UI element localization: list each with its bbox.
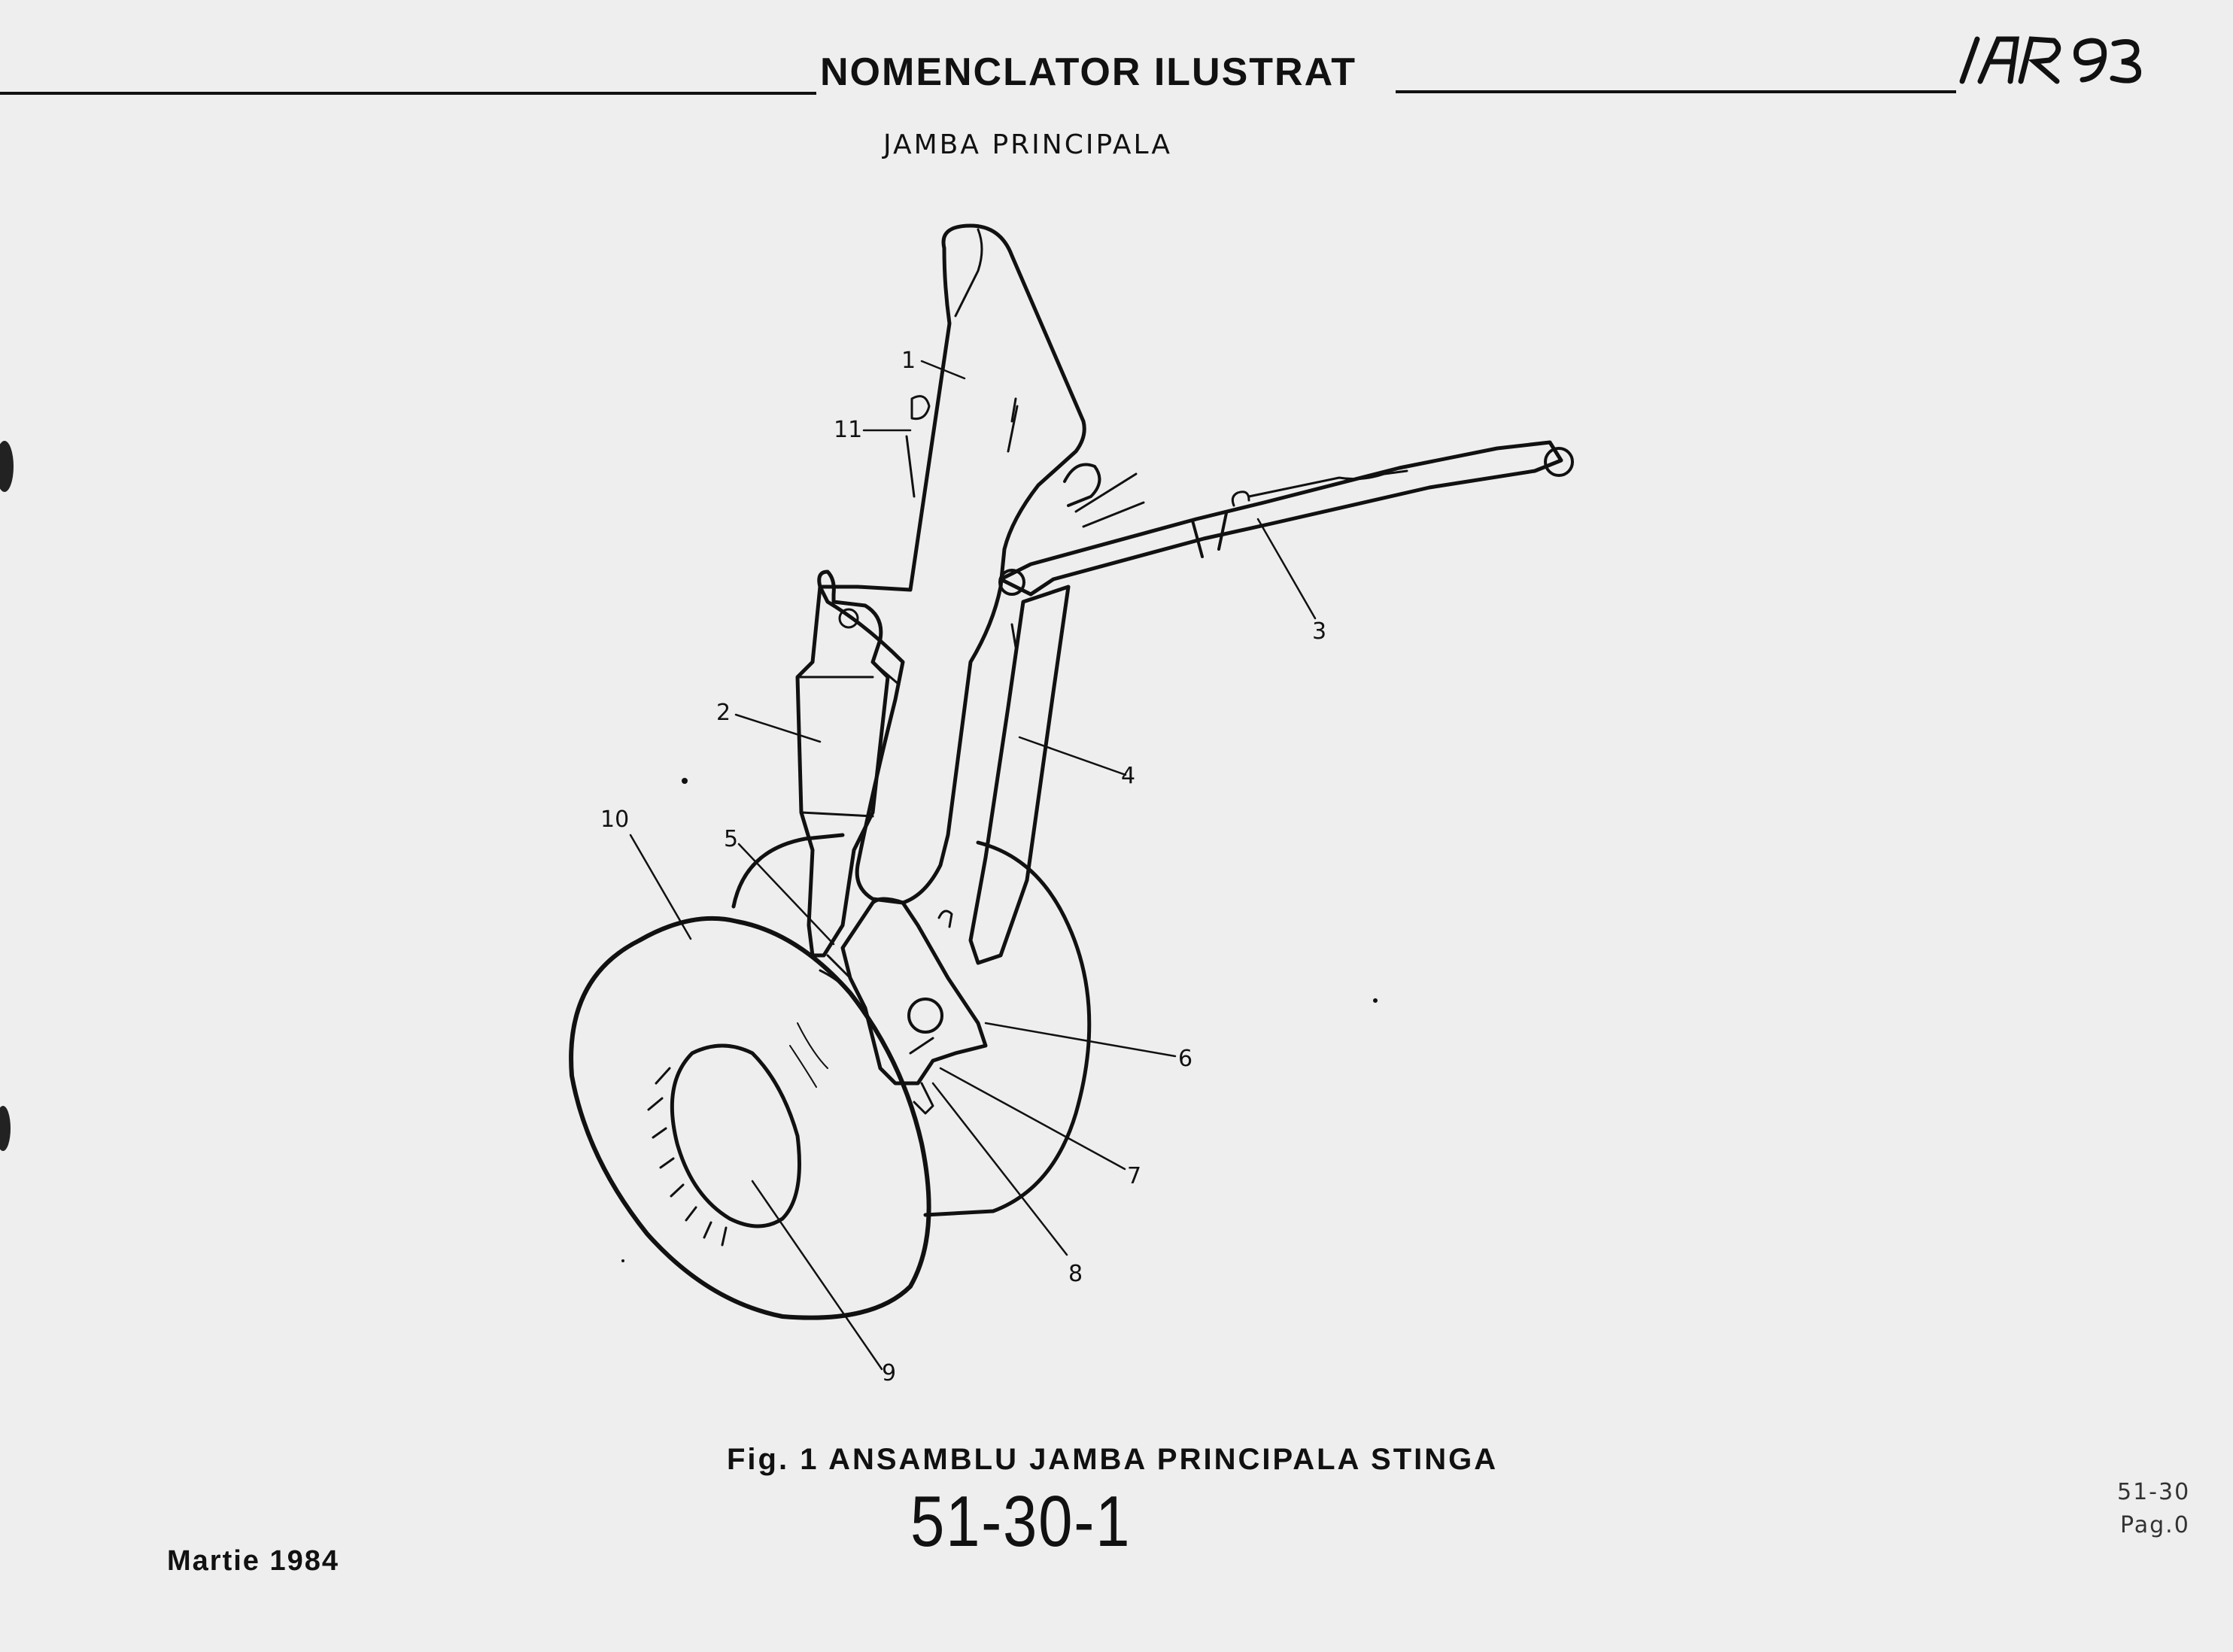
leader-4 [1019, 737, 1126, 775]
callout-1: 1 [901, 348, 916, 374]
footer-page: Pag.0 [2120, 1512, 2190, 1538]
landing-gear-illustration [571, 226, 1572, 1369]
figure-number: 51-30-1 [910, 1481, 1132, 1562]
axle-assembly [843, 899, 986, 1083]
callout-4: 4 [1121, 763, 1136, 789]
binder-hole-bottom [0, 1106, 11, 1151]
callout-9: 9 [882, 1360, 897, 1386]
figure-caption: Fig. 1 ANSAMBLU JAMBA PRINCIPALA STINGA [727, 1443, 1499, 1476]
main-tire [571, 919, 929, 1318]
leader-10 [630, 835, 691, 939]
axle-hub [909, 999, 942, 1032]
callout-8: 8 [1068, 1261, 1083, 1287]
leader-5 [739, 844, 834, 944]
leader-2 [736, 715, 820, 742]
callout-5: 5 [724, 826, 739, 852]
leader-3 [1258, 519, 1315, 618]
callout-11: 11 [834, 417, 863, 443]
wheel-rim [672, 1046, 799, 1226]
iar-93-logo [1962, 39, 2139, 81]
binder-hole-top [0, 441, 14, 492]
leader-9 [752, 1181, 882, 1369]
callout-7: 7 [1127, 1163, 1142, 1189]
header-title: NOMENCLATOR ILUSTRAT [820, 50, 1357, 94]
callout-3: 3 [1312, 618, 1327, 645]
footer-date: Martie 1984 [167, 1545, 340, 1577]
callout-2: 2 [716, 700, 731, 726]
callout-10: 10 [600, 806, 630, 833]
lateral-brace [971, 587, 1068, 963]
callout-6: 6 [1178, 1046, 1193, 1072]
main-leg [820, 226, 1084, 903]
leader-6 [986, 1023, 1175, 1056]
page-subtitle: JAMBA PRINCIPALA [883, 129, 1173, 160]
leader-7 [940, 1068, 1125, 1169]
footer-section: 51-30 [2117, 1479, 2191, 1505]
